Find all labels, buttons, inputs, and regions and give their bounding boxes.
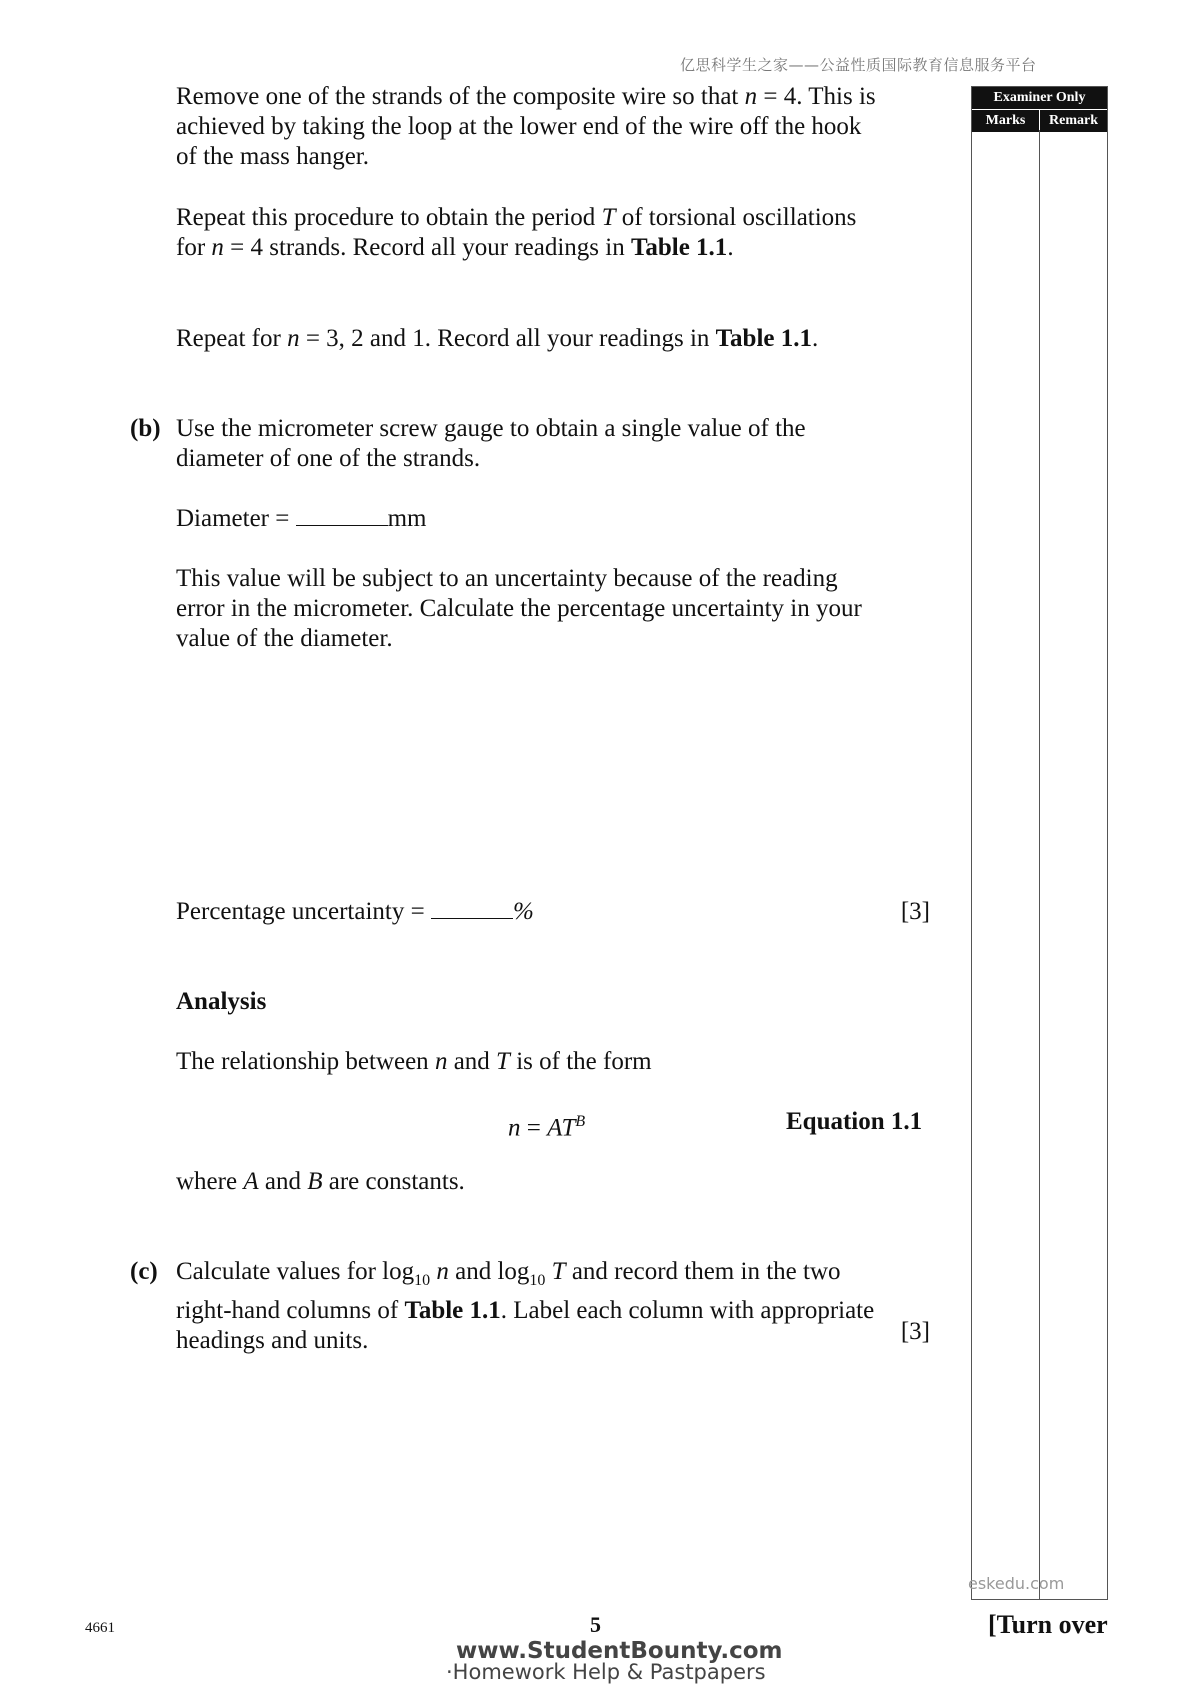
remark-column-header: Remark — [1040, 110, 1107, 132]
question-b-text: Use the micrometer screw gauge to obtain a single value of the diameter of one of the strands. — [176, 415, 806, 472]
examiner-columns-header — [972, 109, 1107, 132]
equation-1-1: $n = AT^B$ — [508, 1113, 586, 1142]
diameter-answer-line: Diameter = mm — [176, 505, 427, 532]
question-c-marks: [3] — [900, 1318, 930, 1345]
instruction-remove-strand: Remove one of the strands of the composite wire so that n = 4. This is achieved by taking the loop at the lower end of the wire off the hook of the mass hanger. — [176, 83, 876, 170]
constants-text: where A and B are constants. — [176, 1168, 465, 1195]
turn-over: [Turn over — [988, 1610, 1108, 1639]
analysis-heading: Analysis — [176, 988, 267, 1015]
studentbounty-logo-url: www.StudentBounty.com — [456, 1638, 783, 1664]
equation-label: Equation 1.1 — [786, 1108, 923, 1135]
question-c-label: (c) — [130, 1258, 158, 1285]
relationship-text: The relationship between n and T is of the form — [176, 1048, 652, 1075]
paper-code: 4661 — [85, 1620, 115, 1636]
percentage-blank[interactable] — [431, 898, 513, 919]
instruction-repeat-n321: Repeat for n = 3, 2 and 1. Record all your readings in Table 1.1. — [176, 325, 819, 352]
studentbounty-logo-tagline: ·Homework Help & Pastpapers — [446, 1660, 766, 1684]
instruction-repeat-n4: Repeat this procedure to obtain the period T of torsional oscillations for n = 4 strands. Record all your readings in Table 1.1. — [176, 204, 857, 261]
question-b-marks: [3] — [900, 898, 930, 925]
examiner-column-divider — [1039, 130, 1040, 1600]
page-number: 5 — [590, 1612, 601, 1637]
question-b-label: (b) — [130, 415, 161, 442]
top-watermark: 亿思科学生之家——公益性质国际教育信息服务平台 — [680, 56, 1037, 74]
diameter-blank[interactable] — [296, 505, 388, 526]
uncertainty-instruction: This value will be subject to an uncertainty because of the reading error in the micrometer. Calculate the percentage uncertainty in your value of the diameter. — [176, 565, 862, 652]
percentage-uncertainty-line: Percentage uncertainty = % — [176, 898, 534, 925]
bottom-watermark: eskedu.com — [968, 1574, 1065, 1593]
marks-column-header: Marks — [972, 110, 1040, 132]
question-c-text: Calculate values for $\log_{10} n$ and $\log_{10} T$ and record them in the two right-hand columns of Table 1.1. Label each column with appropriate headings and units. — [176, 1258, 875, 1354]
examiner-only-title: Examiner Only — [972, 87, 1107, 109]
